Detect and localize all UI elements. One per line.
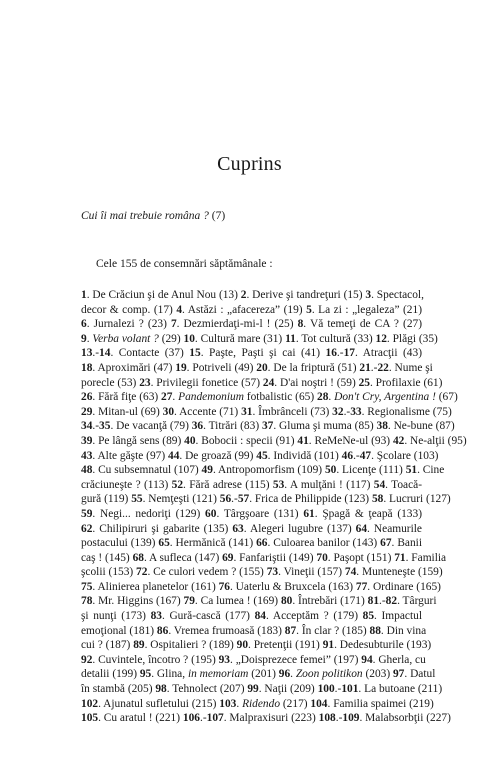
contents-line [81,682,443,697]
entry-text: . Din vina [380,624,427,637]
entry-text: (29) [158,332,184,345]
contents-line [81,390,458,405]
entry-text: detalii (199) [81,668,140,681]
entry-italic-title: in memoriam [187,668,249,681]
entry-text: . Cu subsemnatul (107) [92,464,202,477]
entry-text: . Paşopt (151) [327,551,395,564]
entry-number: 51 [405,464,418,477]
entry-text: . Vă temeţi de CA ? (27) [303,318,423,331]
entry-number: 6 [81,318,87,331]
entry-text: .- [92,347,100,360]
entry-text: (201) [248,668,279,681]
entry-number: 12 [375,332,387,345]
contents-line [81,434,467,449]
entry-text: . Mr. Higgins (167) [92,595,184,608]
entry-number: 69 [222,551,234,564]
entry-text: . Privilegii fonetice (57) [150,376,263,389]
entry-text: . Jurnalezi ? (23) [86,318,171,331]
contents-line [81,376,443,391]
entry-number: 66 [256,537,268,550]
entry-text: . [172,391,179,404]
entry-text: . Negi... nedoriţi (129) [92,507,206,520]
entry-text: . Chilipiruri şi gabarite (135) [92,522,233,535]
entry-text: în stambă (205) [81,683,156,696]
entry-number: 92 [81,653,93,666]
entry-text: . Plăgi (35) [386,332,438,345]
entry-text: . Profilaxie (61) [369,376,443,389]
contents-line [81,624,427,639]
entry-text: . La butoane (211) [358,683,443,696]
contents-line [81,449,439,464]
intro-page: (7) [211,210,226,222]
intro-entry [81,210,421,222]
contents-line [81,478,422,493]
entry-text: . Fără adrese (115) [183,478,273,491]
entry-text: .- [334,683,342,696]
entry-number: 25 [358,376,370,389]
entry-number: 49 [201,464,213,477]
entry-text: . D'ai noştri ! (59) [274,376,359,389]
entry-number: 5 [306,303,312,316]
entry-text: . Spectacol, [371,289,424,301]
entry-text: . Fanfariştii (149) [233,551,317,564]
entry-italic-title: Don't Cry, Argentina ! [334,391,436,404]
entry-text: fotbalistic (65) [243,391,318,404]
entry-text: . De la friptură (51) [267,361,360,374]
entry-number: 22 [377,361,389,374]
intro-title: Cui îi mai trebuie româna ? [81,210,209,222]
entry-number: 52 [171,478,184,491]
entry-number: 70 [316,551,328,564]
entry-number: 93 [218,653,230,666]
entry-number: 108 [318,712,336,725]
entry-text: gură (119) [81,493,132,506]
entry-text: . Potriveli (49) [186,361,257,374]
entry-number: 72 [136,566,148,579]
entry-text: . Cuvintele, încotro ? (195) [92,653,219,666]
entry-text: . În clar ? (185) [296,624,370,637]
entry-text: decor & comp. (17) [81,303,177,316]
entry-text: . Târguri [397,595,437,608]
contents-line [81,565,443,580]
contents-line [81,711,451,726]
entry-text: . Atracţii (43) [354,347,422,360]
entry-text: .- [231,493,238,506]
entry-number: 41 [297,434,309,447]
contents-line [81,536,422,551]
entry-text: . Banii [391,537,422,550]
entry-number: 62 [81,522,93,535]
entry-number: 15 [189,347,201,360]
entry-number: 13 [81,347,93,360]
entry-text: (203) [362,668,393,681]
entry-text: . Datul [404,668,436,681]
entry-number: 86 [156,624,169,637]
entry-number: 77 [355,580,368,593]
entry-text: . Alte găşte (97) [92,449,168,462]
entry-number: 21 [359,361,371,374]
contents-line [81,463,445,478]
entry-text: . Frica de Philippide (123) [249,493,372,506]
contents-line [81,303,422,318]
entry-number: 102 [81,697,99,710]
entry-number: 45 [256,449,268,462]
entry-number: 96 [278,668,291,681]
entry-number: 36 [191,420,204,433]
entry-text: . Neamurile [367,522,422,535]
entry-text: . Familia [405,551,447,564]
entry-italic-title: Ridendo [242,697,281,710]
entry-number: 67 [380,537,392,550]
entry-number: 47 [359,449,372,462]
entry-number: 98 [155,683,167,696]
entry-number: 11 [285,332,296,345]
entry-text: . Contacte (37) [110,347,190,360]
contents-line [81,346,422,361]
entry-number: 37 [261,420,274,433]
entry-text: . Culoarea banilor (143) [267,537,381,550]
entry-text: . Gură-cască (177) [161,610,255,623]
entry-number: 80 [280,595,293,608]
entry-text: . Pe lângă sens (89) [92,434,185,447]
entry-text: . Mitan-ul (69) [92,405,163,418]
entry-text: . Ordinare (165) [367,580,441,593]
entry-number: 34 [81,420,93,433]
entry-text: . Dezmierdaţi-mi-l ! (25) [176,318,298,331]
entry-number: 90 [236,639,249,652]
entry-text: . Şcolare (103) [371,449,439,462]
entry-number: 63 [232,522,244,535]
entry-number: 81 [367,595,380,608]
entry-text: (67) [435,391,458,404]
entry-text: . La zi : „legaleza” (21) [311,303,422,316]
entry-text: . Tehnolect (207) [166,683,248,696]
entry-italic-title: Pandemonium [178,391,244,404]
entry-number: 39 [81,434,93,447]
entry-text: . [328,391,335,404]
entry-number: 57 [237,493,250,506]
entry-number: 24 [262,376,275,389]
entry-number: 83 [150,610,162,623]
entry-text: caş ! (145) [81,551,133,564]
entry-text: . Fără fiţe (63) [92,391,162,404]
entry-number: 29 [81,405,93,418]
entry-number: 23 [139,376,151,389]
entry-text: porecle (53) [81,376,140,389]
entry-number: 54 [373,478,386,491]
section-subheading: Cele 155 de consemnări săptămânale : [96,258,273,270]
entry-text: . Dedesubturile (193) [334,639,432,652]
entry-text: . [86,332,93,345]
entry-number: 82 [385,595,398,608]
entry-text: . [290,668,296,681]
entry-number: 79 [183,595,195,608]
entry-number: 106 [182,712,200,725]
contents-line [81,594,437,609]
entry-number: 16 [325,347,337,360]
entry-text: . Cultură mare (31) [194,332,286,345]
entry-text: . Îmbrânceli (73) [252,405,333,418]
entry-text: . A sufleca (147) [143,551,223,564]
entry-text: . Hermănică (141) [169,537,257,550]
entry-number: 95 [139,668,152,681]
entry-text: . Naţii (209) [258,683,318,696]
entry-text: . [236,697,243,710]
entry-number: 61 [303,507,315,520]
entry-number: 33 [350,405,362,418]
contents-line [81,697,434,712]
entry-number: 56 [219,493,232,506]
contents-entries [81,288,467,726]
entry-text: . Alegeri lugubre (137) [243,522,356,535]
entry-text: . Tot cultură (33) [295,332,376,345]
entry-text: . Uaterlu & Bruxcela (163) [229,580,356,593]
entry-text: . Pretenţii (191) [248,639,323,652]
entry-number: 88 [369,624,381,637]
page-title: Cuprins [217,153,282,175]
entry-number: 74 [344,566,357,579]
entry-number: 59 [81,507,93,520]
entry-number: 32 [332,405,344,418]
entry-number: 55 [131,493,143,506]
entry-number: 87 [284,624,297,637]
entry-number: 105 [81,712,99,725]
entry-text: .- [343,405,351,418]
entry-number: 53 [272,478,285,491]
entry-number: 68 [132,551,144,564]
contents-line [81,580,441,595]
entry-number: 8 [297,318,304,331]
entry-text: .- [379,595,386,608]
entry-text: . Şpagă & ţeapă (133) [314,507,422,520]
contents-line [81,638,432,653]
entry-text: . Nemţeşti (121) [142,493,220,506]
entry-number: 20 [256,361,268,374]
entry-text: crăciuneşte ? (113) [81,478,172,491]
entry-text: . Vremea frumoasă (183) [168,624,285,637]
contents-line [81,492,451,507]
entry-text: . A mulţăni ! (117) [284,478,374,491]
entry-text: . Ne-bune (87) [387,420,455,433]
contents-line [81,361,433,376]
entry-number: 31 [241,405,253,418]
entry-number: 58 [371,493,384,506]
entry-number: 64 [355,522,368,535]
entry-text: . Gluma şi muma (85) [273,420,377,433]
entry-italic-title: Verba volant ? [92,332,159,345]
entry-text: . De Crăciun şi de Anul Nou (13) [86,289,241,301]
entry-text: . Licenţe (111) [336,464,406,477]
entry-number: 19 [175,361,187,374]
entry-text: . Munteneşte (159) [356,566,443,579]
entry-number: 109 [342,712,360,725]
entry-number: 38 [376,420,388,433]
entry-text: şi nunţi (173) [81,610,151,623]
entry-text: . ReMeNe-ul (93) [308,434,393,447]
entry-number: 28 [317,391,329,404]
entry-text: . Ne-alţii (95) [404,434,467,447]
entry-text: . Accente (71) [174,405,242,418]
entry-number: 107 [206,712,224,725]
entry-number: 76 [218,580,230,593]
contents-line [81,332,438,347]
entry-number: 71 [394,551,406,564]
entry-text: . Ca lumea ! (169) [194,595,281,608]
contents-line [81,609,422,624]
entry-text: . Paşte, Paşti şi cai (41) [200,347,326,360]
entry-text: . Individă (101) [267,449,342,462]
entry-text: . Ospitalieri ? (189) [144,639,237,652]
contents-line [81,507,422,522]
entry-number: 10 [183,332,195,345]
entry-text: . Târgşoare (131) [216,507,304,520]
entry-text: . Malabsorbţii (227) [359,712,451,725]
entry-number: 50 [324,464,337,477]
entry-number: 40 [184,434,196,447]
entry-text: . Ajunatul sufletului (215) [98,697,220,710]
entry-text: . Cu aratul ! (221) [98,712,183,725]
entry-number: 65 [158,537,170,550]
entry-text: postacului (139) [81,537,159,550]
entry-text: . De groază (99) [179,449,257,462]
entry-text: (217) [280,697,311,710]
entry-number: 14 [99,347,111,360]
entry-text: .- [92,420,100,433]
entry-number: 27 [161,391,173,404]
contents-line [81,405,452,420]
entry-number: 3 [365,289,372,301]
entry-number: 2 [240,289,247,301]
entry-text: . Derive şi tandreţuri (15) [246,289,366,301]
entry-text: . Malpraxisuri (223) [223,712,319,725]
entry-text: . Glina, [151,668,188,681]
contents-line [81,667,436,682]
entry-text: . Întrebări (171) [292,595,368,608]
entry-text: . Acceptăm ? (179) [266,610,363,623]
entry-number: 101 [341,683,359,696]
entry-number: 85 [362,610,375,623]
contents-line [81,551,447,566]
entry-number: 97 [392,668,405,681]
contents-line [81,419,455,434]
entry-number: 100 [317,683,335,696]
entry-number: 75 [81,580,93,593]
entry-number: 18 [81,361,93,374]
entry-number: 46 [341,449,354,462]
entry-text: emoţional (181) [81,624,157,637]
entry-text: .- [336,347,344,360]
entry-text: . Astăzi : „afacereza” (19) [182,303,307,316]
entry-number: 89 [133,639,145,652]
entry-number: 84 [254,610,266,623]
entry-text: . Bobocii : specii (91) [195,434,298,447]
entry-text: . Alinierea planetelor (161) [92,580,219,593]
entry-number: 99 [247,683,259,696]
entry-italic-title: Zoon politikon [295,668,363,681]
entry-text: . Titrări (83) [203,420,262,433]
entry-text: . Cine [417,464,445,477]
entry-number: 73 [266,566,279,579]
entry-text: . Antropomorfism (109) [212,464,325,477]
entry-text: .- [353,449,360,462]
entry-number: 4 [176,303,183,316]
entry-text: .- [335,712,343,725]
contents-line [81,653,426,668]
entry-text: . Aproximări (47) [92,361,176,374]
entry-number: 1 [81,289,87,301]
entry-text: . Toacă- [385,478,422,491]
entry-number: 17 [343,347,355,360]
entry-number: 42 [392,434,405,447]
entry-text: . Lucruri (127) [383,493,451,506]
entry-text: .- [370,361,378,374]
entry-number: 104 [310,697,328,710]
entry-text: . Nume şi [388,361,433,374]
entry-number: 94 [361,653,373,666]
entry-number: 43 [81,449,93,462]
entry-number: 7 [170,318,177,331]
entry-text: . Regionalisme (75) [361,405,452,418]
entry-text: . De vacanţă (79) [110,420,192,433]
entry-number: 91 [322,639,335,652]
entry-text: şcolii (153) [81,566,137,579]
entry-number: 26 [81,391,93,404]
entry-text: . Vineţii (157) [278,566,345,579]
entry-number: 48 [81,464,93,477]
entry-text: cui ? (187) [81,639,134,652]
entry-number: 60 [205,507,217,520]
entry-number: 30 [162,405,175,418]
entry-number: 103 [219,697,237,710]
entry-text: .- [199,712,207,725]
entry-number: 9 [81,332,87,345]
entry-text: . Familia spaimei (219) [327,697,434,710]
contents-line [81,317,422,332]
contents-line [81,522,422,537]
entry-text: . Gherla, cu [372,653,426,666]
entry-text: . „Doisprezece femei” (197) [230,653,362,666]
entry-number: 78 [81,595,93,608]
entry-text: . Impactul [374,610,422,623]
entry-number: 44 [168,449,180,462]
contents-line [81,288,422,303]
entry-number: 35 [99,420,111,433]
entry-text: . Ce culori vedem ? (155) [147,566,267,579]
